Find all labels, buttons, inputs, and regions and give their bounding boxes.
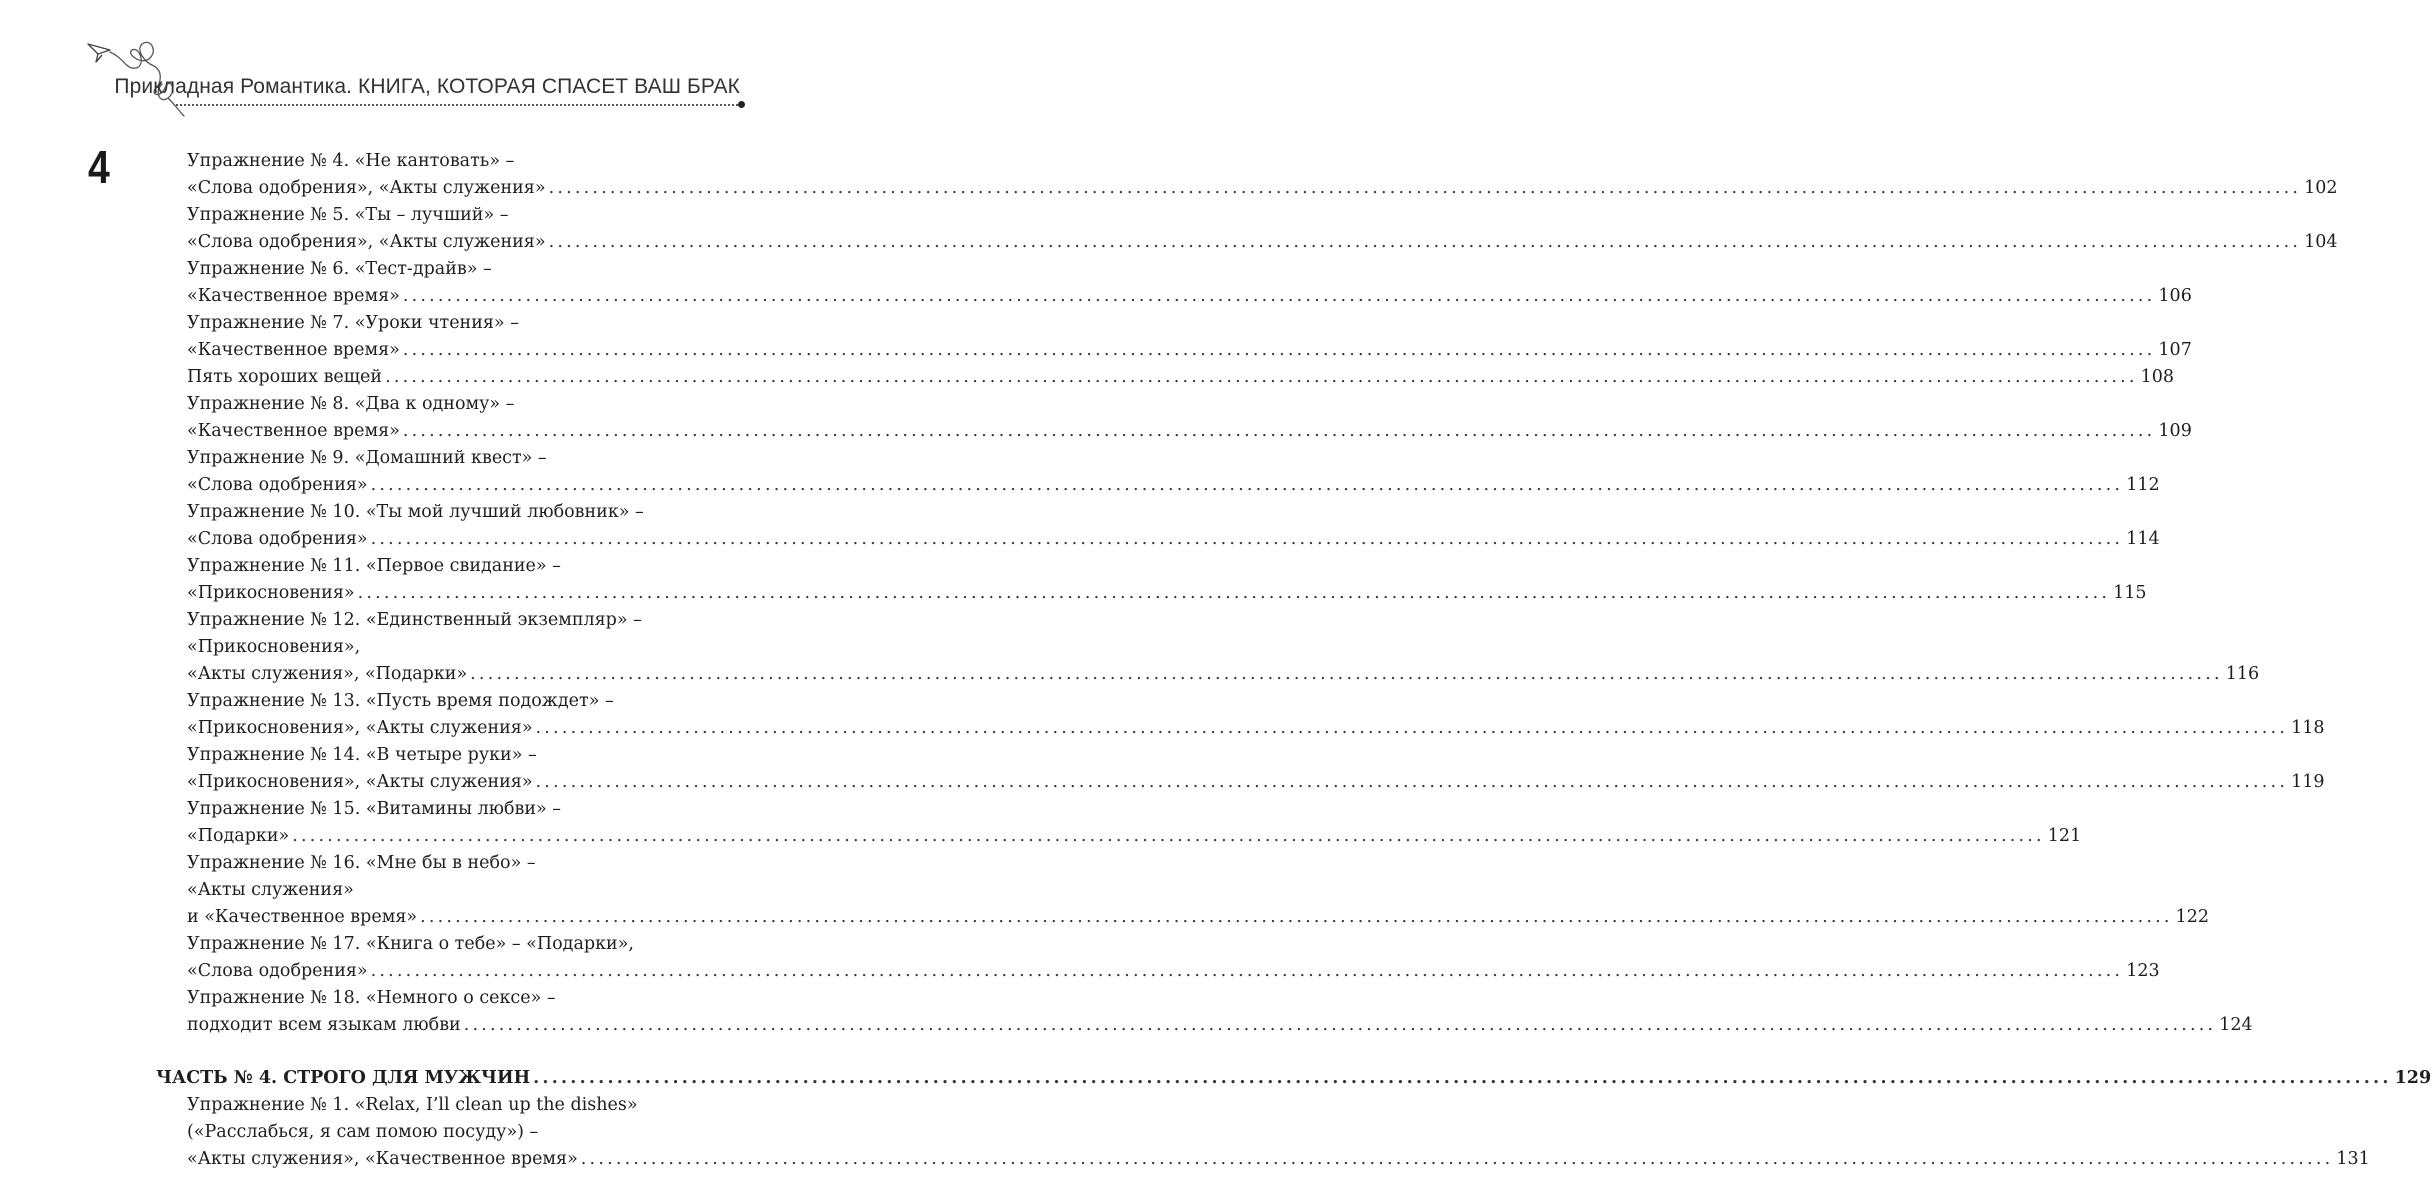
toc-leader-dots: ........................................................................................................................................................................................................ [370, 529, 2124, 549]
toc-entry-line [187, 256, 742, 283]
toc-entry-line [187, 742, 742, 769]
toc-leader-dots: ........................................................................................................................................................................................................ [535, 718, 2289, 738]
toc-entry-text: Упражнение № 9. «Домашний квест» – [187, 448, 547, 468]
toc-page-number: 107 [2158, 340, 2192, 360]
toc-entry-line [187, 823, 2082, 850]
toc-entry-line [187, 715, 2325, 742]
toc-leader-dots: ........................................................................................................................................................................................................ [370, 961, 2124, 981]
toc-entry-text: Упражнение № 12. «Единственный экземпляр» – [187, 610, 642, 630]
toc-leader-dots: ........................................................................................................................................................................................................ [470, 664, 2223, 684]
table-of-contents [156, 148, 2431, 1173]
header-rule-end-dot [738, 101, 745, 108]
toc-entry-line [187, 472, 2160, 499]
toc-entry [187, 742, 2325, 796]
toc-page-number: 122 [2175, 907, 2210, 927]
toc-entry-line [187, 418, 2192, 445]
toc-entry-line [156, 1065, 2431, 1092]
toc-leader-dots: ........................................................................................................................................................................................................ [402, 421, 2156, 441]
toc-leader-dots: ........................................................................................................................................................................................................ [357, 583, 2111, 603]
toc-entry-line [187, 364, 2175, 391]
toc-leader-dots: ........................................................................................................................................................................................................ [402, 340, 2156, 360]
toc-page-number: 102 [2304, 178, 2338, 198]
toc-entry-line [187, 337, 2192, 364]
toc-entry-line [187, 499, 742, 526]
toc-entry-text: «Прикосновения», «Акты служения» [187, 772, 533, 792]
toc-leader-dots: ........................................................................................................................................................................................................ [580, 1149, 2334, 1169]
toc-part-heading [156, 1065, 2431, 1092]
toc-entry-line [187, 1012, 2253, 1039]
toc-entry-text: Упражнение № 18. «Немного о сексе» – [187, 988, 556, 1008]
toc-entry-text: Упражнение № 11. «Первое свидание» – [187, 556, 561, 576]
toc-entry-text: Упражнение № 14. «В четыре руки» – [187, 745, 537, 765]
toc-entry-text: «Акты служения», «Качественное время» [187, 1149, 578, 1169]
toc-entry-line [187, 877, 742, 904]
toc-entry [187, 688, 2325, 742]
toc-entry-line [187, 958, 2160, 985]
toc-entry [187, 391, 2192, 445]
toc-entry-text: «Прикосновения», [187, 637, 361, 657]
toc-page-number: 106 [2158, 286, 2192, 306]
toc-entry [187, 607, 2260, 688]
toc-entry-text: подходит всем языкам любви [187, 1015, 461, 1035]
toc-entry-text: Упражнение № 8. «Два к одному» – [187, 394, 515, 414]
toc-entry-text: Упражнение № 1. «Relax, I’ll clean up the dishes» [187, 1095, 638, 1115]
toc-leader-dots: ........................................................................................................................................................................................................ [548, 232, 2302, 252]
toc-entry [187, 850, 2210, 931]
toc-entry [187, 796, 2082, 850]
toc-page-number: 118 [2291, 718, 2325, 738]
toc-entry [187, 985, 2253, 1039]
toc-entry [187, 202, 2338, 256]
toc-page-number: 131 [2336, 1149, 2370, 1169]
toc-entry-line [187, 445, 742, 472]
toc-leader-dots: ........................................................................................................................................................................................................ [420, 907, 2173, 927]
toc-entry [187, 499, 2160, 553]
toc-entry-line [187, 769, 2325, 796]
toc-page-number: 129 [2394, 1068, 2431, 1088]
toc-page-number: 108 [2140, 367, 2175, 387]
toc-entry-line [187, 553, 742, 580]
toc-entry-line [187, 607, 742, 634]
toc-entry-line [187, 148, 742, 175]
toc-entry [187, 148, 2338, 202]
toc-entry-text: «Качественное время» [187, 421, 400, 441]
toc-leader-dots: ........................................................................................................................................................................................................ [385, 367, 2138, 387]
toc-entry-line [187, 1146, 2370, 1173]
toc-leader-dots: ........................................................................................................................................................................................................ [548, 178, 2302, 198]
toc-entry-line [187, 283, 2192, 310]
toc-entry-line [187, 661, 2260, 688]
toc-leader-dots: ........................................................................................................................................................................................................ [533, 1068, 2392, 1088]
toc-entry-line [187, 580, 2147, 607]
toc-entry-text: Упражнение № 10. «Ты мой лучший любовник» – [187, 502, 644, 522]
toc-page-number: 109 [2158, 421, 2192, 441]
toc-entry [187, 310, 2192, 364]
toc-leader-dots: ........................................................................................................................................................................................................ [370, 475, 2124, 495]
toc-entry-text: Упражнение № 13. «Пусть время подождет» – [187, 691, 614, 711]
toc-entry-text: «Слова одобрения» [187, 961, 368, 981]
toc-entry-line [187, 1092, 742, 1119]
toc-entry-text: «Качественное время» [187, 340, 400, 360]
toc-entry-text: и «Качественное время» [187, 907, 418, 927]
toc-entry-text: Упражнение № 6. «Тест-драйв» – [187, 259, 492, 279]
toc-entry [187, 445, 2160, 499]
toc-leader-dots: ........................................................................................................................................................................................................ [463, 1015, 2217, 1035]
toc-page-number: 123 [2126, 961, 2160, 981]
header-dotted-rule [176, 104, 742, 106]
toc-entry-line [187, 904, 2210, 931]
toc-leader-dots: ........................................................................................................................................................................................................ [292, 826, 2045, 846]
toc-entry [187, 256, 2192, 310]
toc-page-number: 112 [2126, 475, 2160, 495]
running-header-title: Прикладная Романтика. КНИГА, КОТОРАЯ СПАСЕТ ВАШ БРАК [114, 75, 740, 98]
toc-entry-line [187, 1119, 742, 1146]
toc-entry-line [187, 985, 742, 1012]
toc-entry-text: Упражнение № 15. «Витамины любви» – [187, 799, 562, 819]
toc-entry-line [187, 175, 2338, 202]
toc-page-number: 114 [2126, 529, 2160, 549]
toc-entry-line [187, 931, 742, 958]
toc-entry-text: ЧАСТЬ № 4. СТРОГО ДЛЯ МУЖЧИН [156, 1068, 531, 1088]
toc-entry-text: Упражнение № 17. «Книга о тебе» – «Подарки», [187, 934, 634, 954]
toc-entry-text: («Расслабься, я сам помою посуду») – [187, 1122, 539, 1142]
toc-entry-text: «Качественное время» [187, 286, 400, 306]
toc-leader-dots: ........................................................................................................................................................................................................ [535, 772, 2289, 792]
toc-page-number: 124 [2219, 1015, 2253, 1035]
toc-entry-text: «Слова одобрения» [187, 475, 368, 495]
toc-entry [187, 553, 2147, 607]
toc-entry-text: «Акты служения», «Подарки» [187, 664, 468, 684]
toc-entry-line [187, 634, 742, 661]
toc-page-number: 115 [2113, 583, 2147, 603]
toc-entry-text: Упражнение № 5. «Ты – лучший» – [187, 205, 509, 225]
toc-entry-text: «Слова одобрения», «Акты служения» [187, 232, 546, 252]
page-number: 4 [88, 141, 110, 193]
toc-entry-line [187, 526, 2160, 553]
toc-entry-text: «Прикосновения» [187, 583, 355, 603]
toc-entry-text: «Акты служения» [187, 880, 354, 900]
toc-entry-text: Пять хороших вещей [187, 367, 383, 387]
toc-page-number: 119 [2291, 772, 2325, 792]
toc-entry-line [187, 391, 742, 418]
toc-entry-line [187, 688, 742, 715]
toc-page-number: 121 [2047, 826, 2082, 846]
toc-page-number: 104 [2304, 232, 2338, 252]
toc-entry-line [187, 310, 742, 337]
toc-entry-line [187, 796, 742, 823]
toc-entry-text: «Прикосновения», «Акты служения» [187, 718, 533, 738]
toc-entry-line [187, 850, 742, 877]
toc-entry-text: Упражнение № 7. «Уроки чтения» – [187, 313, 519, 333]
toc-entry-text: Упражнение № 16. «Мне бы в небо» – [187, 853, 536, 873]
toc-entry-text: Упражнение № 4. «Не кантовать» – [187, 151, 515, 171]
toc-entry-text: «Слова одобрения» [187, 529, 368, 549]
toc-entry [187, 931, 2160, 985]
toc-entry-text: «Слова одобрения», «Акты служения» [187, 178, 546, 198]
toc-page-number: 116 [2225, 664, 2260, 684]
toc-entry [187, 1092, 2370, 1173]
toc-leader-dots: ........................................................................................................................................................................................................ [402, 286, 2156, 306]
toc-entry-line [187, 229, 2338, 256]
toc-entry-line [187, 202, 742, 229]
toc-entry-text: «Подарки» [187, 826, 290, 846]
toc-entry [187, 364, 2175, 391]
